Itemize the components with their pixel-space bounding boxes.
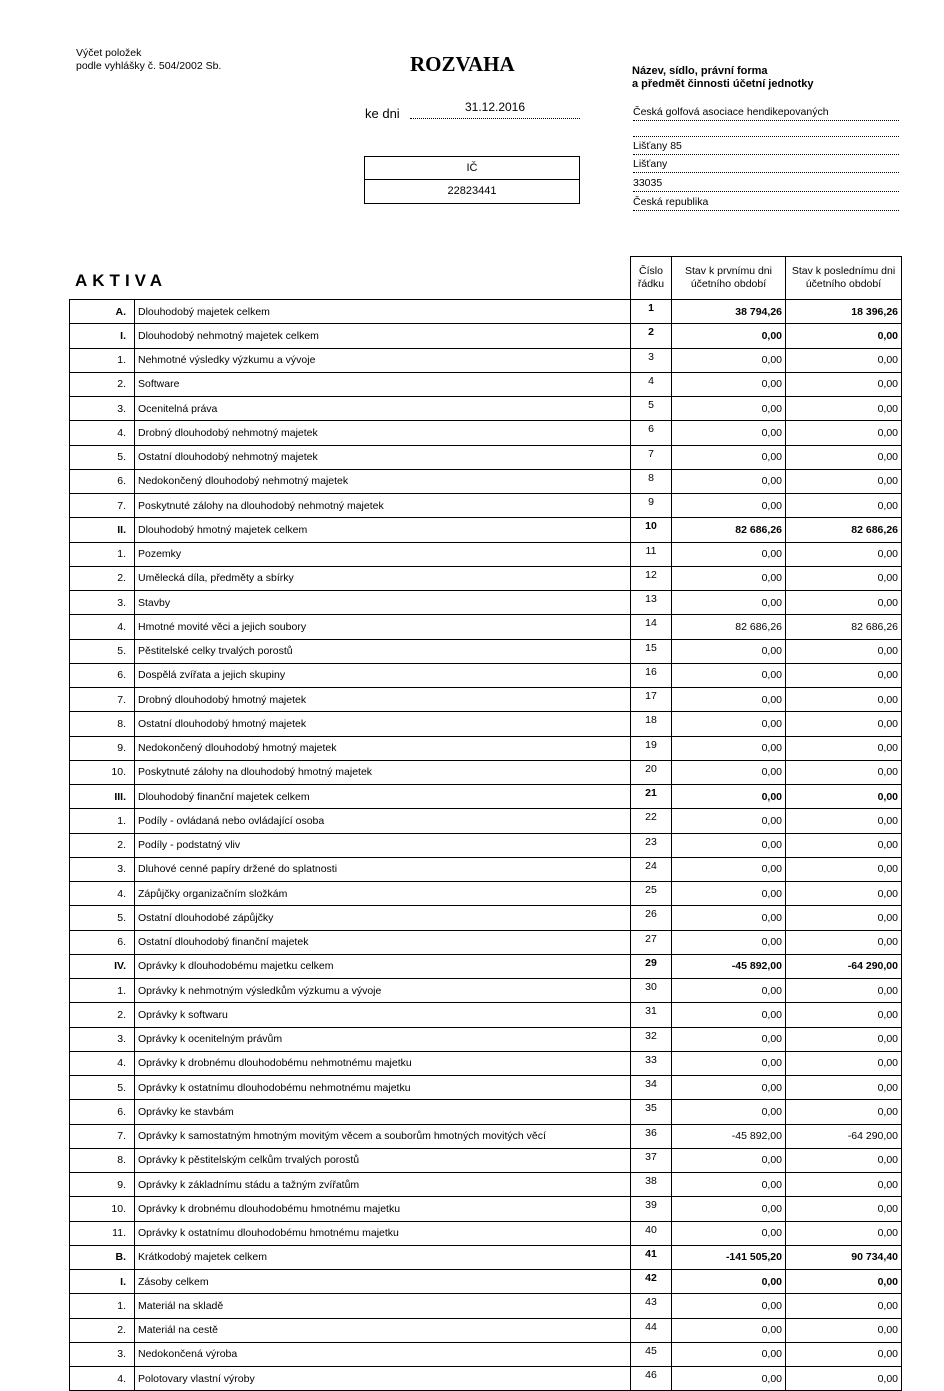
row-code: 4. — [70, 615, 135, 639]
table-row — [70, 906, 902, 930]
row-label: Materiál na skladě — [135, 1294, 631, 1318]
row-first-value: 0,00 — [672, 736, 786, 760]
table-row — [70, 1221, 902, 1245]
row-number: 34 — [631, 1076, 672, 1100]
header-first-day: Stav k prvnímu dni účetního období — [672, 257, 786, 300]
row-label: Poskytnuté zálohy na dlouhodobý hmotný majetek — [135, 760, 631, 784]
row-number: 19 — [631, 736, 672, 760]
row-first-value: 0,00 — [672, 979, 786, 1003]
table-row — [70, 736, 902, 760]
row-label: Hmotné movité věci a jejich soubory — [135, 615, 631, 639]
row-code: 3. — [70, 397, 135, 421]
row-label: Oprávky k ocenitelným právům — [135, 1027, 631, 1051]
row-label: Dlouhodobý nehmotný majetek celkem — [135, 324, 631, 348]
row-number: 22 — [631, 809, 672, 833]
row-code: 6. — [70, 930, 135, 954]
row-last-value: 0,00 — [786, 1051, 902, 1075]
table-row — [70, 1148, 902, 1172]
row-code: 1. — [70, 979, 135, 1003]
row-number: 29 — [631, 954, 672, 978]
row-last-value: 0,00 — [786, 469, 902, 493]
row-label: Ostatní dlouhodobý hmotný majetek — [135, 712, 631, 736]
row-code: 5. — [70, 906, 135, 930]
row-first-value: 0,00 — [672, 760, 786, 784]
row-number: 12 — [631, 566, 672, 590]
row-code: 7. — [70, 1124, 135, 1148]
row-number: 43 — [631, 1294, 672, 1318]
row-code: 3. — [70, 857, 135, 881]
row-last-value: 0,00 — [786, 1342, 902, 1366]
table-row — [70, 300, 902, 324]
row-first-value: 0,00 — [672, 372, 786, 396]
date-label: ke dni — [365, 106, 400, 121]
row-number: 24 — [631, 857, 672, 881]
row-last-value: 82 686,26 — [786, 615, 902, 639]
table-row — [70, 324, 902, 348]
row-code: I. — [70, 1270, 135, 1294]
table-row — [70, 566, 902, 590]
row-label: Zápůjčky organizačním složkám — [135, 882, 631, 906]
row-first-value: 0,00 — [672, 1342, 786, 1366]
row-last-value: 0,00 — [786, 445, 902, 469]
row-last-value: 0,00 — [786, 1367, 902, 1391]
row-first-value: 0,00 — [672, 1173, 786, 1197]
table-row — [70, 348, 902, 372]
row-code: 8. — [70, 1148, 135, 1172]
row-label: Oprávky k pěstitelským celkům trvalých porostů — [135, 1148, 631, 1172]
row-first-value: 0,00 — [672, 1051, 786, 1075]
row-first-value: 0,00 — [672, 591, 786, 615]
row-code: 5. — [70, 445, 135, 469]
row-code: 2. — [70, 1003, 135, 1027]
row-first-value: 0,00 — [672, 1076, 786, 1100]
row-label: Podíly - podstatný vliv — [135, 833, 631, 857]
row-label: Oprávky k dlouhodobému majetku celkem — [135, 954, 631, 978]
row-number: 41 — [631, 1245, 672, 1269]
entity-heading — [632, 65, 814, 91]
row-label: Dospělá zvířata a jejich skupiny — [135, 663, 631, 687]
row-code: 6. — [70, 1100, 135, 1124]
table-row — [70, 542, 902, 566]
row-last-value: 0,00 — [786, 760, 902, 784]
row-number: 25 — [631, 882, 672, 906]
table-row — [70, 1027, 902, 1051]
row-code: 4. — [70, 421, 135, 445]
row-label: Nedokončený dlouhodobý hmotný majetek — [135, 736, 631, 760]
row-label: Dlouhodobý hmotný majetek celkem — [135, 518, 631, 542]
row-first-value: 82 686,26 — [672, 615, 786, 639]
row-number: 44 — [631, 1318, 672, 1342]
row-first-value: 0,00 — [672, 1318, 786, 1342]
table-row — [70, 518, 902, 542]
row-label: Oprávky k samostatným hmotným movitým věcem a souborům hmotných movitých věcí — [135, 1124, 631, 1148]
row-number: 4 — [631, 372, 672, 396]
row-first-value: 0,00 — [672, 494, 786, 518]
row-code: 3. — [70, 1342, 135, 1366]
row-first-value: 0,00 — [672, 1100, 786, 1124]
balance-table — [69, 256, 902, 1391]
row-code: 2. — [70, 372, 135, 396]
row-number: 40 — [631, 1221, 672, 1245]
row-last-value: 0,00 — [786, 1270, 902, 1294]
row-number: 36 — [631, 1124, 672, 1148]
row-number: 13 — [631, 591, 672, 615]
row-first-value: 0,00 — [672, 421, 786, 445]
entity-country: Česká republika — [633, 194, 899, 211]
row-label: Nedokončený dlouhodobý nehmotný majetek — [135, 469, 631, 493]
row-number: 1 — [631, 300, 672, 324]
row-last-value: 0,00 — [786, 930, 902, 954]
row-label: Pozemky — [135, 542, 631, 566]
table-row — [70, 469, 902, 493]
row-first-value: 0,00 — [672, 1221, 786, 1245]
table-row — [70, 494, 902, 518]
entity-zip: 33035 — [633, 175, 899, 192]
row-number: 8 — [631, 469, 672, 493]
row-last-value: 0,00 — [786, 712, 902, 736]
row-code: 5. — [70, 639, 135, 663]
row-code: 4. — [70, 1367, 135, 1391]
row-first-value: 38 794,26 — [672, 300, 786, 324]
table-row — [70, 1367, 902, 1391]
table-row — [70, 397, 902, 421]
row-label: Dlouhodobý majetek celkem — [135, 300, 631, 324]
row-number: 26 — [631, 906, 672, 930]
table-row — [70, 833, 902, 857]
table-row — [70, 882, 902, 906]
row-last-value: 0,00 — [786, 1318, 902, 1342]
row-label: Oprávky k drobnému dlouhodobému hmotnému majetku — [135, 1197, 631, 1221]
row-number: 15 — [631, 639, 672, 663]
row-last-value: 0,00 — [786, 1173, 902, 1197]
table-row — [70, 1124, 902, 1148]
table-row — [70, 1318, 902, 1342]
row-last-value: 0,00 — [786, 591, 902, 615]
header-row-number: Číslo řádku — [631, 257, 672, 300]
row-last-value: 0,00 — [786, 785, 902, 809]
entity-street: Lišťany 85 — [633, 138, 899, 155]
entity-blank-line — [633, 120, 899, 137]
row-label: Oprávky k softwaru — [135, 1003, 631, 1027]
row-code: 1. — [70, 348, 135, 372]
row-last-value: 0,00 — [786, 688, 902, 712]
row-label: Zásoby celkem — [135, 1270, 631, 1294]
row-last-value: -64 290,00 — [786, 1124, 902, 1148]
row-label: Oprávky k drobnému dlouhodobému nehmotnému majetku — [135, 1051, 631, 1075]
table-row — [70, 1051, 902, 1075]
legal-line-1: Výčet položek — [76, 47, 142, 59]
row-code: IV. — [70, 954, 135, 978]
row-last-value: 0,00 — [786, 421, 902, 445]
table-row — [70, 639, 902, 663]
row-last-value: 0,00 — [786, 566, 902, 590]
row-number: 21 — [631, 785, 672, 809]
row-last-value: 82 686,26 — [786, 518, 902, 542]
row-number: 11 — [631, 542, 672, 566]
row-code: 4. — [70, 882, 135, 906]
row-number: 42 — [631, 1270, 672, 1294]
table-row — [70, 760, 902, 784]
row-first-value: 0,00 — [672, 882, 786, 906]
row-code: 6. — [70, 469, 135, 493]
table-row — [70, 372, 902, 396]
row-code: II. — [70, 518, 135, 542]
table-row — [70, 663, 902, 687]
row-label: Krátkodobý majetek celkem — [135, 1245, 631, 1269]
row-code: 10. — [70, 1197, 135, 1221]
row-number: 7 — [631, 445, 672, 469]
row-code: 7. — [70, 494, 135, 518]
row-last-value: 0,00 — [786, 542, 902, 566]
row-last-value: 0,00 — [786, 494, 902, 518]
row-first-value: 0,00 — [672, 566, 786, 590]
row-label: Oprávky k ostatnímu dlouhodobému nehmotnému majetku — [135, 1076, 631, 1100]
ic-box — [364, 156, 580, 204]
row-label: Ostatní dlouhodobý nehmotný majetek — [135, 445, 631, 469]
row-first-value: -141 505,20 — [672, 1245, 786, 1269]
table-row — [70, 445, 902, 469]
row-first-value: 0,00 — [672, 688, 786, 712]
row-label: Oprávky k nehmotným výsledkům výzkumu a vývoje — [135, 979, 631, 1003]
row-last-value: 0,00 — [786, 1100, 902, 1124]
table-row — [70, 1076, 902, 1100]
ic-label: IČ — [365, 157, 579, 180]
row-first-value: 0,00 — [672, 1294, 786, 1318]
row-label: Pěstitelské celky trvalých porostů — [135, 639, 631, 663]
row-label: Materiál na cestě — [135, 1318, 631, 1342]
row-label: Oprávky ke stavbám — [135, 1100, 631, 1124]
row-last-value: 0,00 — [786, 882, 902, 906]
row-number: 38 — [631, 1173, 672, 1197]
row-last-value: 0,00 — [786, 324, 902, 348]
row-code: 5. — [70, 1076, 135, 1100]
row-first-value: 0,00 — [672, 809, 786, 833]
row-first-value: 0,00 — [672, 857, 786, 881]
row-last-value: 0,00 — [786, 809, 902, 833]
row-number: 37 — [631, 1148, 672, 1172]
row-code: 2. — [70, 833, 135, 857]
row-label: Ostatní dlouhodobé zápůjčky — [135, 906, 631, 930]
table-row — [70, 1100, 902, 1124]
ic-value: 22823441 — [447, 185, 497, 197]
row-last-value: -64 290,00 — [786, 954, 902, 978]
row-number: 14 — [631, 615, 672, 639]
row-last-value: 0,00 — [786, 1221, 902, 1245]
row-last-value: 0,00 — [786, 1076, 902, 1100]
table-row — [70, 1342, 902, 1366]
row-label: Oprávky k ostatnímu dlouhodobému hmotnému majetku — [135, 1221, 631, 1245]
row-first-value: -45 892,00 — [672, 954, 786, 978]
table-row — [70, 809, 902, 833]
row-last-value: 0,00 — [786, 372, 902, 396]
row-code: 3. — [70, 591, 135, 615]
row-last-value: 0,00 — [786, 1027, 902, 1051]
row-code: 1. — [70, 1294, 135, 1318]
row-number: 30 — [631, 979, 672, 1003]
row-last-value: 0,00 — [786, 1148, 902, 1172]
row-first-value: 0,00 — [672, 1270, 786, 1294]
row-code: 9. — [70, 736, 135, 760]
row-number: 20 — [631, 760, 672, 784]
row-last-value: 0,00 — [786, 1294, 902, 1318]
row-last-value: 0,00 — [786, 639, 902, 663]
table-row — [70, 1270, 902, 1294]
entity-heading-1: Název, sídlo, právní forma — [632, 65, 768, 77]
row-first-value: 0,00 — [672, 1367, 786, 1391]
row-first-value: 0,00 — [672, 1197, 786, 1221]
row-code: 8. — [70, 712, 135, 736]
row-first-value: 0,00 — [672, 663, 786, 687]
row-last-value: 18 396,26 — [786, 300, 902, 324]
entity-city: Lišťany — [633, 156, 899, 173]
row-number: 46 — [631, 1367, 672, 1391]
row-number: 2 — [631, 324, 672, 348]
row-number: 3 — [631, 348, 672, 372]
row-last-value: 0,00 — [786, 979, 902, 1003]
section-title: AKTIVA — [75, 271, 168, 290]
row-code: 10. — [70, 760, 135, 784]
table-row — [70, 785, 902, 809]
row-first-value: -45 892,00 — [672, 1124, 786, 1148]
document-title: ROZVAHA — [410, 52, 515, 76]
row-last-value: 90 734,40 — [786, 1245, 902, 1269]
table-row — [70, 1197, 902, 1221]
row-label: Umělecká díla, předměty a sbírky — [135, 566, 631, 590]
row-label: Dlouhodobý finanční majetek celkem — [135, 785, 631, 809]
row-label: Nehmotné výsledky výzkumu a vývoje — [135, 348, 631, 372]
row-code: 9. — [70, 1173, 135, 1197]
row-number: 6 — [631, 421, 672, 445]
row-first-value: 0,00 — [672, 469, 786, 493]
row-first-value: 0,00 — [672, 1003, 786, 1027]
row-first-value: 0,00 — [672, 397, 786, 421]
row-label: Ocenitelná práva — [135, 397, 631, 421]
row-number: 27 — [631, 930, 672, 954]
row-label: Drobný dlouhodobý hmotný majetek — [135, 688, 631, 712]
table-row — [70, 615, 902, 639]
row-code: 1. — [70, 809, 135, 833]
table-row — [70, 954, 902, 978]
row-first-value: 0,00 — [672, 348, 786, 372]
row-first-value: 0,00 — [672, 542, 786, 566]
header-last-day: Stav k poslednímu dni účetního období — [786, 257, 902, 300]
row-code: 3. — [70, 1027, 135, 1051]
row-number: 31 — [631, 1003, 672, 1027]
row-number: 10 — [631, 518, 672, 542]
table-row — [70, 979, 902, 1003]
row-last-value: 0,00 — [786, 906, 902, 930]
row-first-value: 0,00 — [672, 930, 786, 954]
row-last-value: 0,00 — [786, 1197, 902, 1221]
row-code: 6. — [70, 663, 135, 687]
row-code: I. — [70, 324, 135, 348]
row-last-value: 0,00 — [786, 857, 902, 881]
row-code: 1. — [70, 542, 135, 566]
row-label: Drobný dlouhodobý nehmotný majetek — [135, 421, 631, 445]
row-first-value: 0,00 — [672, 785, 786, 809]
row-number: 45 — [631, 1342, 672, 1366]
row-first-value: 0,00 — [672, 833, 786, 857]
row-label: Polotovary vlastní výroby — [135, 1367, 631, 1391]
row-label: Stavby — [135, 591, 631, 615]
row-number: 23 — [631, 833, 672, 857]
row-last-value: 0,00 — [786, 348, 902, 372]
row-number: 32 — [631, 1027, 672, 1051]
row-first-value: 0,00 — [672, 712, 786, 736]
legal-basis — [76, 47, 221, 73]
legal-line-2: podle vyhlášky č. 504/2002 Sb. — [76, 60, 222, 72]
table-row — [70, 1173, 902, 1197]
table-row — [70, 1245, 902, 1269]
row-code: 11. — [70, 1221, 135, 1245]
row-label: Nedokončená výroba — [135, 1342, 631, 1366]
entity-heading-2: a předmět činnosti účetní jednotky — [632, 78, 814, 90]
row-code: A. — [70, 300, 135, 324]
row-number: 39 — [631, 1197, 672, 1221]
table-row — [70, 712, 902, 736]
row-first-value: 0,00 — [672, 324, 786, 348]
row-first-value: 0,00 — [672, 906, 786, 930]
table-row — [70, 591, 902, 615]
table-row — [70, 930, 902, 954]
row-number: 33 — [631, 1051, 672, 1075]
row-last-value: 0,00 — [786, 397, 902, 421]
row-code: III. — [70, 785, 135, 809]
row-last-value: 0,00 — [786, 663, 902, 687]
row-code: 4. — [70, 1051, 135, 1075]
row-code: 2. — [70, 566, 135, 590]
row-number: 35 — [631, 1100, 672, 1124]
table-header-row — [70, 257, 902, 300]
row-number: 18 — [631, 712, 672, 736]
row-number: 5 — [631, 397, 672, 421]
row-label: Oprávky k základnímu stádu a tažným zvířatům — [135, 1173, 631, 1197]
row-last-value: 0,00 — [786, 833, 902, 857]
row-label: Software — [135, 372, 631, 396]
row-code: 7. — [70, 688, 135, 712]
row-first-value: 0,00 — [672, 639, 786, 663]
row-last-value: 0,00 — [786, 736, 902, 760]
table-row — [70, 421, 902, 445]
table-row — [70, 1003, 902, 1027]
row-code: B. — [70, 1245, 135, 1269]
row-number: 16 — [631, 663, 672, 687]
table-row — [70, 1294, 902, 1318]
row-label: Poskytnuté zálohy na dlouhodobý nehmotný majetek — [135, 494, 631, 518]
row-label: Ostatní dlouhodobý finanční majetek — [135, 930, 631, 954]
table-row — [70, 688, 902, 712]
row-code: 2. — [70, 1318, 135, 1342]
date-value: 31.12.2016 — [410, 100, 580, 119]
row-first-value: 0,00 — [672, 1027, 786, 1051]
row-first-value: 82 686,26 — [672, 518, 786, 542]
row-last-value: 0,00 — [786, 1003, 902, 1027]
row-label: Podíly - ovládaná nebo ovládající osoba — [135, 809, 631, 833]
row-number: 9 — [631, 494, 672, 518]
table-row — [70, 857, 902, 881]
row-label: Dluhové cenné papíry držené do splatnosti — [135, 857, 631, 881]
entity-name: Česká golfová asociace hendikepovaných — [633, 104, 899, 121]
row-first-value: 0,00 — [672, 445, 786, 469]
row-number: 17 — [631, 688, 672, 712]
row-first-value: 0,00 — [672, 1148, 786, 1172]
